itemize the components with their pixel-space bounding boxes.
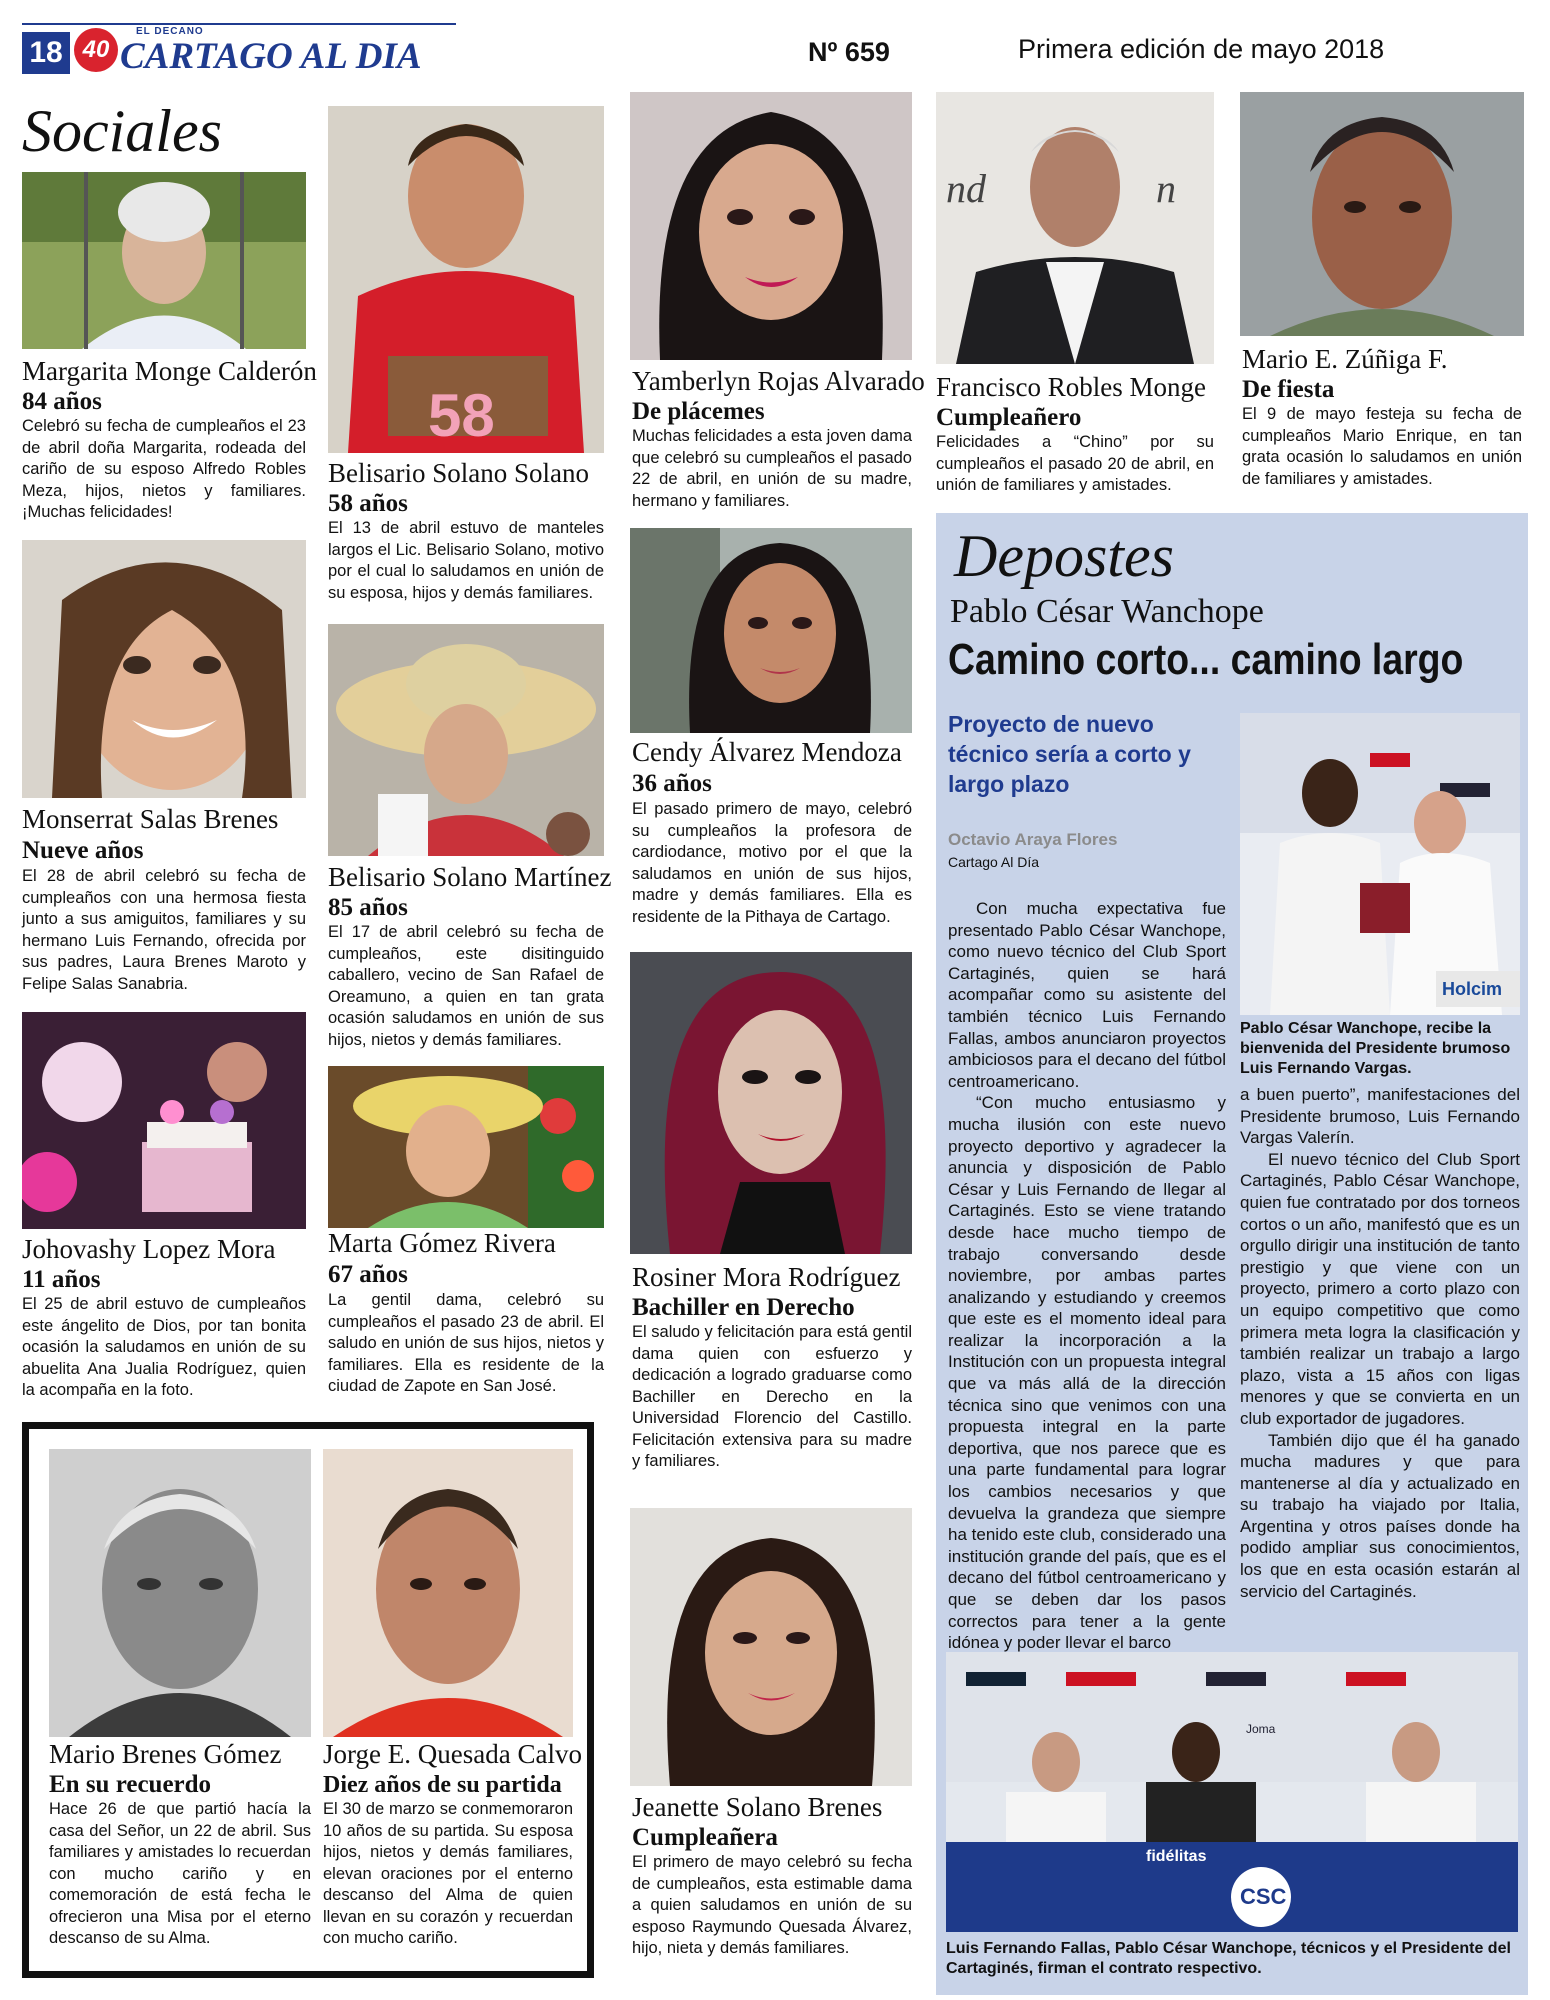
header-rule bbox=[22, 23, 456, 25]
entry-text: El primero de mayo celebró su fecha de cumpleaños, esta estimable dama a quien saludamos en unión de su esposo Raymundo Quesada Álvarez, hijo, nieta y demás familiares. bbox=[632, 1853, 912, 1957]
entry-text: El saludo y felicitación para está gentil dama quien con esfuerzo y dedicación a logrado graduarse como Bachiller en Derecho en la Universidad Florencio del Castillo. Felicitación extensiva para su madre y familiares. bbox=[632, 1323, 912, 1470]
entry-text: El 17 de abril celebró su fecha de cumpleaños, este disitinguido caballero, vecino de San Rafael de Oreamuno, a quien en tan grata ocasión saludamos en unión de sus hijos, nietos y demás familiares. bbox=[328, 923, 604, 1049]
section-title-deportes: Depostes bbox=[954, 523, 1174, 589]
photo-jorge-quesada bbox=[323, 1449, 573, 1737]
entry-name: Yamberlyn Rojas Alvarado bbox=[632, 366, 925, 396]
svg-text:58: 58 bbox=[428, 382, 495, 449]
photo-rosiner bbox=[630, 952, 912, 1254]
entry-subtitle: De fiesta bbox=[1242, 376, 1335, 403]
entry-subtitle: Cumpleañera bbox=[632, 1824, 778, 1851]
photo-mario-brenes bbox=[49, 1449, 311, 1737]
entry-name: Rosiner Mora Rodríguez bbox=[632, 1262, 901, 1292]
entry-subtitle: Cumpleañero bbox=[936, 404, 1082, 431]
article-outlet: Cartago Al Día bbox=[948, 854, 1040, 870]
entry-subtitle: 85 años bbox=[328, 894, 408, 921]
entry-text: El 13 de abril estuvo de manteles largos el Lic. Belisario Solano, motivo por el cual lo saludamos en unión de su esposa, hijos y demás familiares. bbox=[328, 519, 604, 602]
signage-text: CSC bbox=[1240, 1884, 1287, 1909]
entry-text: El pasado primero de mayo, celebró su cumpleaños la profesora de cardiodance, motivo por el que la saludamos en unión de sus hijos, madre y demás familiares. Ella es residente de la Pithaya de Cartago. bbox=[632, 800, 912, 926]
signage-text: Holcim bbox=[1442, 979, 1503, 999]
entry-text: El 9 de mayo festeja su fecha de cumpleaños Mario Enrique, en tan grata ocasión lo saludamos en unión de familiares y amistades. bbox=[1242, 405, 1522, 488]
entry-subtitle: 11 años bbox=[22, 1266, 101, 1293]
signage-text: fidélitas bbox=[1146, 1848, 1207, 1865]
entry-text: Muchas felicidades a esta joven dama que celebró su cumpleaños el pasado 22 de abril, en unión de su madre, hermano y familiares. bbox=[632, 427, 912, 510]
photo-belisario-martinez bbox=[328, 624, 604, 856]
memorial-subtitle: En su recuerdo bbox=[49, 1771, 212, 1798]
entry-subtitle: 84 años bbox=[22, 388, 102, 415]
photo-johovashy bbox=[22, 1012, 306, 1229]
photo-wanchope-welcome bbox=[1240, 713, 1520, 1015]
photo-belisario-solano bbox=[328, 106, 604, 453]
entry-text: Celebró su fecha de cumpleaños el 23 de abril doña Margarita, rodeada del cariño de su esposo Alfredo Robles Meza, hijos, nietos y familiares. ¡Muchas felicidades! bbox=[22, 417, 306, 521]
article-column-2 bbox=[1240, 1084, 1520, 1602]
page-number: 18 bbox=[22, 32, 70, 74]
photo-contract-signing bbox=[946, 1652, 1518, 1932]
entry-name: Belisario Solano Solano bbox=[328, 458, 589, 488]
photo-yamberlyn bbox=[630, 92, 912, 360]
entry-name: Johovashy Lopez Mora bbox=[22, 1234, 276, 1264]
photo-caption: Pablo César Wanchope, recibe la bienvenida del Presidente brumoso Luis Fernando Vargas. bbox=[1240, 1020, 1511, 1077]
memorial-text: El 30 de marzo se conmemoraron 10 años de su partida. Su esposa hijos, nietos y demás familiares, elevan oraciones por el enterno descanso del Alma de quien llevan en su corazón y recuerdan con mucho cariño. bbox=[323, 1800, 573, 1947]
article-paragraph: “Con mucho entusiasmo y mucha ilusión con este nuevo proyecto deportivo y agradecer la anuncia y disposición de Pablo César y Luis Fernando de llegar al Cartaginés. Esto se viene tratando desde hace mucho tiempo de trabajo conversando desde noviembre, por ambas partes analizando y estudiando y creemos que este es el momento ideal para realizar la incorporación a la Institución con un propuesta integral que va más allá de la dirección técnica sino que venimos con una propuesta integral en la parte deportiva, que nos parece que es una parte fundamental para lograr los cambios necesarios y que devuelva la grandeza que siempre ha tenido este club, considerado una institución grande del país, que es el decano del fútbol centroamericano y que se deben dar los pasos correctos para tener a la gente idónea y poder llevar el barco bbox=[948, 1093, 1226, 1653]
svg-text:nd: nd bbox=[946, 166, 986, 211]
sports-section bbox=[936, 513, 1528, 1995]
entry-text: El 25 de abril estuvo de cumpleaños este ángelito de Dios, por tan bonita ocasión la saludamos en unión de su abuelita Ana Jualia Rodríguez, quien la acompaña en la foto. bbox=[22, 1295, 306, 1399]
photo-francisco bbox=[936, 92, 1214, 364]
signage-text: Joma bbox=[1246, 1722, 1276, 1736]
photo-marta bbox=[328, 1066, 604, 1228]
article-paragraph: a buen puerto”, manifestaciones del Presidente brumoso, Luis Fernando Vargas Valerín. bbox=[1240, 1085, 1520, 1148]
article-paragraph: También dijo que él ha ganado mucha madures y que para mantenerse al día y actualizado en su trabajo ha viajado por Italia, Argentina y otros países donde ha podido ampliar sus conocimientos, los que en esta ocasión estarán al servicio del Cartaginés. bbox=[1240, 1430, 1520, 1601]
entry-subtitle: Bachiller en Derecho bbox=[632, 1294, 855, 1321]
article-author: Octavio Araya Flores bbox=[948, 830, 1118, 849]
entry-subtitle: De plácemes bbox=[632, 398, 765, 425]
entry-name: Monserrat Salas Brenes bbox=[22, 804, 279, 834]
article-kicker: Pablo César Wanchope bbox=[950, 593, 1264, 630]
section-title-sociales: Sociales bbox=[22, 98, 222, 164]
photo-cendy bbox=[630, 528, 912, 733]
entry-name: Margarita Monge Calderón bbox=[22, 356, 317, 386]
entry-subtitle: 36 años bbox=[632, 770, 712, 797]
photo-mario-zuniga bbox=[1240, 92, 1524, 336]
memorial-name: Jorge E. Quesada Calvo bbox=[323, 1739, 582, 1769]
article-paragraph: El nuevo técnico del Club Sport Cartaginés, Pablo César Wanchope, quien fue contratado por dos torneos cortos o un año, manifestó que es un orgullo dirigir una institución de tanto prestigio y que viene con un proyecto, primero a corto plazo con un equipo competitivo que como primera meta logra la clasificación y también realizar un trabajo a largo plazo, vista a 15 años con ligas menores y que se convierta en un club exportador de jugadores. bbox=[1240, 1149, 1520, 1428]
entry-text: La gentil dama, celebró su cumpleaños el pasado 23 de abril. El saludo en unión de sus hijos, nietos y familiares. Ella es residente de la ciudad de Zapote en San José. bbox=[328, 1291, 604, 1395]
masthead bbox=[22, 22, 462, 84]
article-paragraph: Con mucha expectativa fue presentado Pablo César Wanchope, como nuevo técnico del Club Sport Cartaginés, quien se hará acompañar como su asistente del también técnico Luis Fernando Fallas, ambos anunciaron proyectos ambiciosos para el decano del fútbol centroamericano. bbox=[948, 899, 1226, 1091]
article-deck: Proyecto de nuevo técnico sería a corto y largo plazo bbox=[948, 711, 1191, 797]
edition-date: Primera edición de mayo 2018 bbox=[1018, 34, 1385, 64]
svg-text:n: n bbox=[1156, 166, 1176, 211]
photo-margarita bbox=[22, 172, 306, 349]
memorial-text: Hace 26 de que partió hacía la casa del Señor, un 22 de abril. Sus familiares y amistades lo recuerdan con mucho cariño y en comemoración de está fecha le ofrecieron una Misa por el eterno descanso de su Alma. bbox=[49, 1800, 311, 1947]
logo-anniversary: 40 bbox=[74, 28, 118, 72]
photo-monserrat bbox=[22, 540, 306, 798]
article-headline: Camino corto... camino largo bbox=[948, 635, 1464, 684]
entry-name: Belisario Solano Martínez bbox=[328, 862, 612, 892]
entry-text: Felicidades a “Chino” por su cumpleaños el pasado 20 de abril, en unión de familiares y amistades. bbox=[936, 433, 1214, 494]
photo-caption: Luis Fernando Fallas, Pablo César Wanchope, técnicos y el Presidente del Cartaginés, firman el contrato respectivo. bbox=[946, 1940, 1511, 1977]
memorial-box bbox=[22, 1422, 594, 1978]
issue-number: Nº 659 bbox=[808, 37, 890, 67]
entry-text: El 28 de abril celebró su fecha de cumpleaños con una hermosa fiesta junto a sus amiguitos, familiares y su hermano Luis Fernando, ofrecida por sus padres, Laura Brenes Maroto y Felipe Salas Sanabria. bbox=[22, 867, 306, 993]
logo-tagline: EL DECANO bbox=[136, 26, 204, 37]
entry-name: Mario E. Zúñiga F. bbox=[1242, 344, 1448, 374]
entry-subtitle: 67 años bbox=[328, 1261, 408, 1288]
logo bbox=[74, 22, 464, 84]
entry-name: Cendy Álvarez Mendoza bbox=[632, 737, 902, 767]
entry-name: Francisco Robles Monge bbox=[936, 372, 1206, 402]
memorial-subtitle: Diez años de su partida bbox=[323, 1772, 562, 1798]
photo-jeanette bbox=[630, 1508, 912, 1786]
logo-name: CARTAGO AL DIA bbox=[120, 36, 422, 77]
article-column-1 bbox=[948, 898, 1226, 1654]
entry-name: Jeanette Solano Brenes bbox=[632, 1792, 883, 1822]
entry-subtitle: 58 años bbox=[328, 490, 408, 517]
memorial-name: Mario Brenes Gómez bbox=[49, 1739, 282, 1769]
entry-name: Marta Gómez Rivera bbox=[328, 1228, 556, 1258]
entry-subtitle: Nueve años bbox=[22, 837, 144, 864]
